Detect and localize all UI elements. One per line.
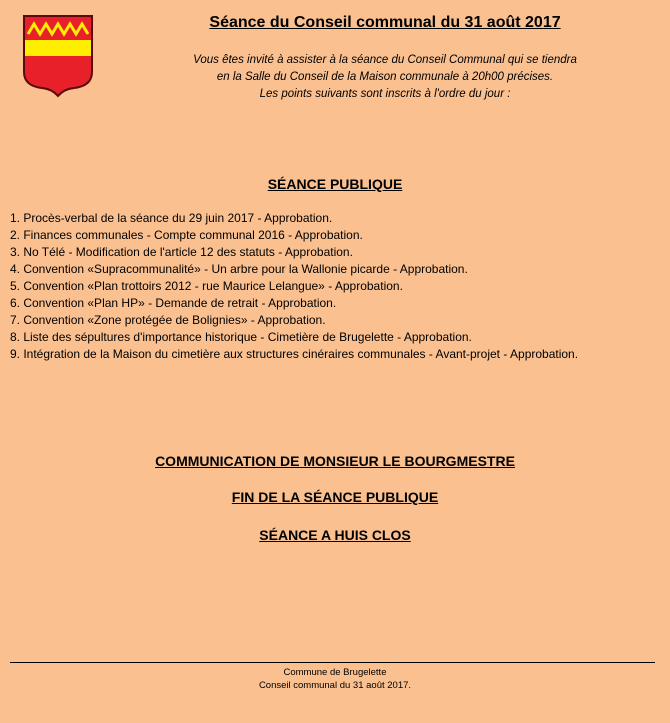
agenda-item: 4. Convention «Supracommunalité» - Un arbre pour la Wallonie picarde - Approbation. [10,262,468,276]
agenda-item: 8. Liste des sépultures d'importance historique - Cimetière de Brugelette - Approbation. [10,330,472,344]
agenda-item: 7. Convention «Zone protégée de Bolignies» - Approbation. [10,313,326,327]
intro-line: Les points suivants sont inscrits à l'ordre du jour : [259,88,511,100]
agenda-item: 3. No Télé - Modification de l'article 12 des statuts - Approbation. [10,245,353,259]
agenda-item: 2. Finances communales - Compte communal 2016 - Approbation. [10,228,363,242]
end-public-session-heading: FIN DE LA SÉANCE PUBLIQUE [231,489,439,505]
footer-divider [10,662,655,663]
footer-municipality: Commune de Brugelette [283,667,387,678]
intro-line: Vous êtes invité à assister à la séance du Conseil Communal qui se tiendra [193,54,577,66]
closed-session-heading: SÉANCE A HUIS CLOS [259,527,411,543]
communication-heading: COMMUNICATION DE MONSIEUR LE BOURGMESTRE [155,453,515,469]
page-title: Séance du Conseil communal du 31 août 2017 [209,14,561,31]
public-session-heading: SÉANCE PUBLIQUE [267,176,403,192]
intro-line: en la Salle du Conseil de la Maison communale à 20h00 précises. [216,71,554,83]
agenda-item: 5. Convention «Plan trottoirs 2012 - rue Maurice Lelangue» - Approbation. [10,279,403,293]
intro-text [100,52,670,103]
agenda-list [10,210,665,363]
agenda-item: 9. Intégration de la Maison du cimetière aux structures cinéraires communales - Avant-projet - Approbation. [10,347,579,361]
agenda-item: 6. Convention «Plan HP» - Demande de retrait - Approbation. [10,296,337,310]
agenda-item: 1. Procès-verbal de la séance du 29 juin 2017 - Approbation. [10,211,333,225]
municipal-coat-of-arms-icon [22,14,94,98]
footer-meeting: Conseil communal du 31 août 2017. [258,680,412,691]
